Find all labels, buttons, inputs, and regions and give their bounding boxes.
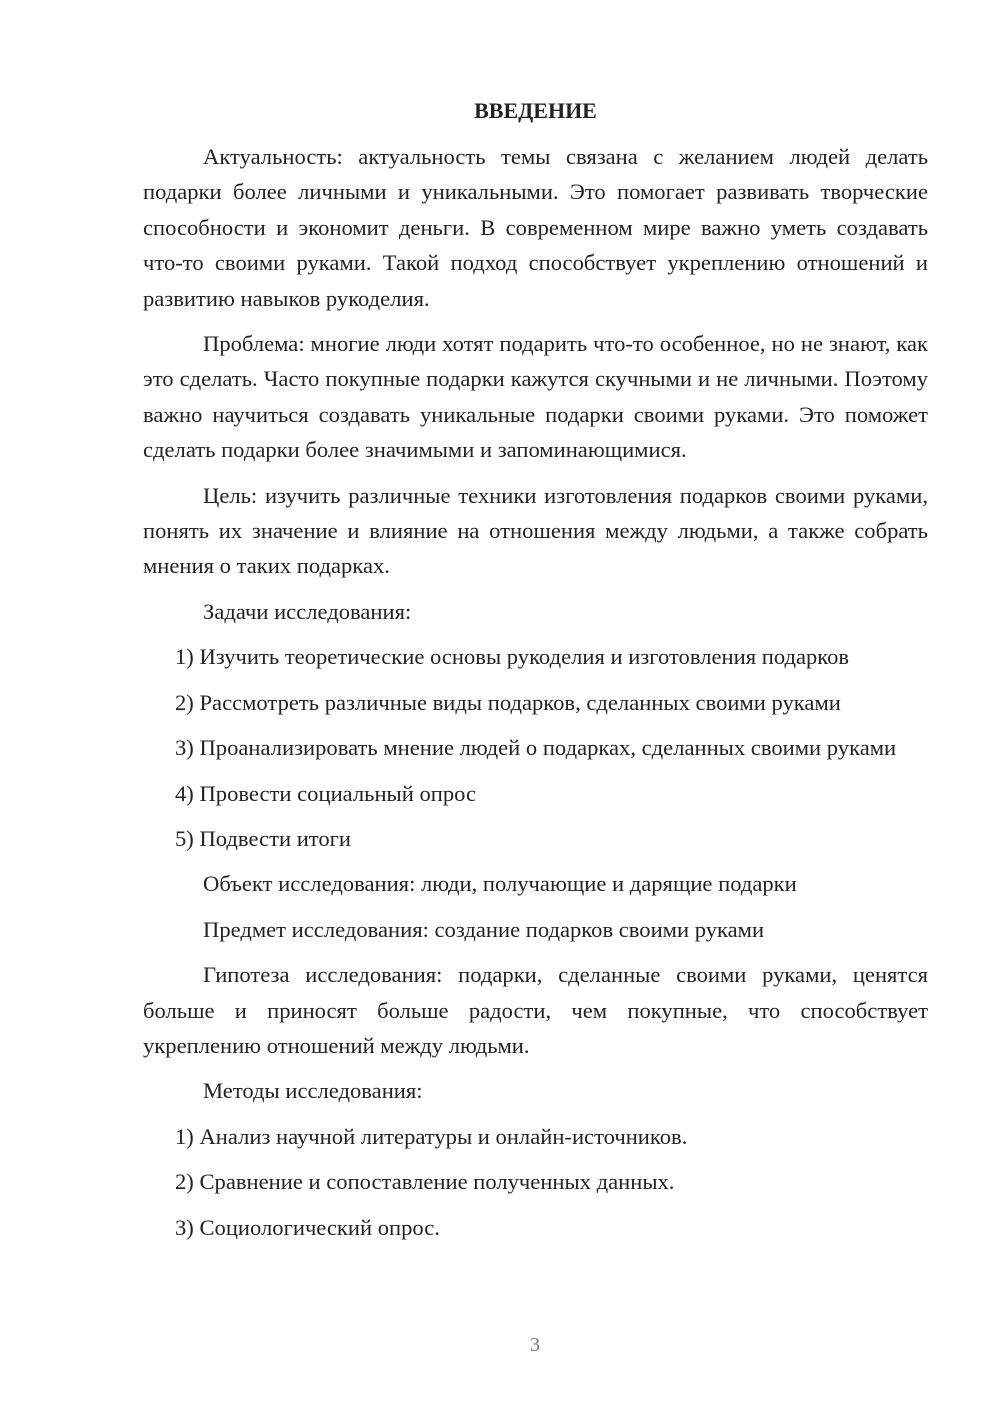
goal-paragraph: Цель: изучить различные техники изготовления подарков своими руками, понять их значение и влияние на отношения между людьми, а также собрать мнения о таких подарках.: [143, 482, 928, 579]
task-item: 5) Подвести итоги: [175, 825, 352, 851]
method-item: 3) Социологический опрос.: [175, 1214, 440, 1240]
page-content: [143, 95, 928, 1255]
task-item: 3) Проанализировать мнение людей о подарках, сделанных своими руками: [175, 735, 897, 761]
methods-heading: Методы исследования:: [203, 1078, 423, 1104]
hypothesis-paragraph: Гипотеза исследования: подарки, сделанные своими руками, ценятся больше и приносят больше радости, чем покупные, что способствует укреплению отношений между людьми.: [143, 962, 928, 1058]
research-subject: Предмет исследования: создание подарков своими руками: [203, 916, 765, 942]
research-object: Объект исследования: люди, получающие и дарящие подарки: [203, 871, 797, 897]
relevance-paragraph: Актуальность: актуальность темы связана с желанием людей делать подарки более личными и уникальными. Это помогает развивать творческие способности и экономит деньги. В современном мире важно уметь создавать что-то своими руками. Такой подход способствует укреплению отношений и развитию навыков рукоделия.: [143, 144, 928, 311]
task-item: 4) Провести социальный опрос: [175, 780, 477, 806]
task-item: 1) Изучить теоретические основы рукоделия и изготовления подарков: [175, 644, 850, 670]
tasks-heading: Задачи исследования:: [203, 598, 412, 624]
problem-paragraph: Проблема: многие люди хотят подарить что-то особенное, но не знают, как это сделать. Часто покупные подарки кажутся скучными и не личными. Поэтому важно научиться создавать уникальные подарки своими руками. Это поможет сделать подарки более значимыми и запоминающимися.: [143, 331, 928, 463]
page-number: 3: [530, 1334, 540, 1356]
task-item: 2) Рассмотреть различные виды подарков, сделанных своими руками: [175, 689, 841, 715]
method-item: 2) Сравнение и сопоставление полученных данных.: [175, 1169, 675, 1195]
method-item: 1) Анализ научной литературы и онлайн-источников.: [175, 1123, 688, 1149]
section-title: ВВЕДЕНИЕ: [474, 98, 597, 123]
